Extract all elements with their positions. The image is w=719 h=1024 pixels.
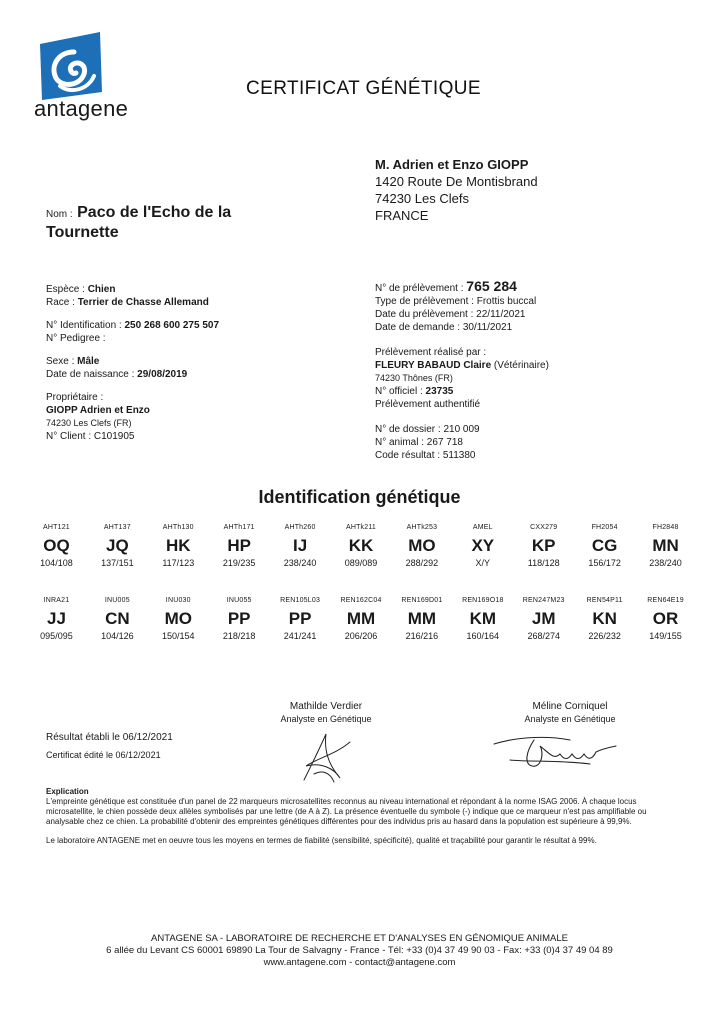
demande-date: Date de demande : 30/11/2021 (375, 322, 513, 333)
marker-alleles: HP (227, 536, 251, 555)
marker-code: REN169O18 (462, 597, 504, 604)
explanation-heading: Explication (46, 787, 89, 796)
marker-alleles: MM (346, 609, 376, 628)
footer-line3: www.antagene.com - contact@antagene.com (263, 957, 456, 968)
marker-sizes: 137/151 (101, 558, 134, 568)
marker-sizes: 104/108 (40, 558, 73, 568)
prelevement-label: N° de prélèvement : (375, 283, 464, 294)
marker-code: AHT121 (43, 524, 70, 531)
marker-cell (513, 597, 574, 641)
marker-code: AHT137 (103, 524, 131, 531)
marker-alleles: KK (348, 536, 374, 555)
signatory-left-name: Mathilde Verdier (289, 701, 363, 712)
marker-code: REN105L03 (280, 597, 321, 604)
marker-sizes: 219/235 (222, 558, 256, 568)
marker-cell (452, 524, 513, 568)
page-title: CERTIFICAT GÉNÉTIQUE (246, 78, 481, 99)
animal-number: N° animal : 267 718 (375, 437, 463, 448)
marker-sizes: 241/241 (283, 631, 317, 641)
marker-code: AHTk253 (406, 524, 438, 531)
marker-cell (209, 597, 270, 641)
marker-cell (87, 524, 148, 568)
footer (0, 933, 719, 969)
marker-code: INRA21 (43, 597, 70, 604)
signatory-right-name: Méline Corniquel (532, 701, 608, 712)
marker-alleles: MO (408, 536, 436, 555)
marker-alleles: MM (407, 609, 437, 628)
marker-alleles: KN (592, 609, 617, 628)
marker-cell (331, 597, 392, 641)
marker-code: INU055 (226, 597, 252, 604)
animal-name: Paco de l'Echo de la Tournette (46, 204, 232, 241)
marker-alleles: OR (652, 609, 679, 628)
marker-sizes: 118/128 (527, 558, 560, 568)
marker-sizes: 117/123 (162, 558, 195, 568)
marker-sizes: 149/155 (649, 631, 682, 641)
marker-alleles: IJ (292, 536, 308, 555)
resultat-etabli: Résultat établi le 06/12/2021 (46, 732, 173, 743)
marker-alleles: MO (164, 609, 192, 628)
marker-cell (391, 597, 452, 641)
explanation (46, 787, 686, 846)
animal-info (46, 283, 366, 443)
naissance-label: Date de naissance : (46, 369, 135, 380)
handwritten-signature-left-icon (296, 728, 356, 786)
marker-code: AMEL (472, 524, 493, 531)
marker-code: AHTk211 (345, 524, 377, 531)
marker-sizes: 160/164 (466, 631, 500, 641)
marker-sizes: 216/216 (405, 631, 439, 641)
pedigree-label: N° Pedigree : (46, 333, 106, 344)
marker-cell (270, 524, 331, 568)
marker-alleles: JM (531, 609, 556, 628)
logo-wordmark: antagene (34, 96, 129, 121)
marker-cell (148, 597, 209, 641)
marker-cell (26, 524, 87, 568)
espece-value: Chien (87, 284, 116, 295)
signature-left (256, 701, 396, 725)
certificat-edite: Certificat édité le 06/12/2021 (46, 750, 161, 760)
marker-alleles: CN (105, 609, 130, 628)
marker-code: INU030 (165, 597, 191, 604)
markers-row-2 (26, 597, 696, 641)
marker-alleles: HK (165, 536, 191, 555)
marker-cell (209, 524, 270, 568)
signatory-right-role: Analyste en Génétique (524, 714, 616, 724)
marker-cell (148, 524, 209, 568)
realise-par-label: Prélèvement réalisé par : (375, 347, 487, 358)
marker-code: AHTh260 (284, 524, 316, 531)
marker-code: REN162C04 (340, 597, 382, 604)
proprietaire-name: GIOPP Adrien et Enzo (46, 405, 150, 416)
vet-name: FLEURY BABAUD Claire (375, 360, 492, 371)
marker-alleles: OQ (43, 536, 70, 555)
marker-sizes: 288/292 (405, 558, 439, 568)
race-label: Race : (46, 297, 75, 308)
animal-name-block (46, 203, 296, 243)
marker-cell (635, 524, 696, 568)
handwritten-signature-right-icon (490, 730, 620, 774)
marker-code: AHTh171 (223, 524, 255, 531)
id-label: N° Identification : (46, 320, 122, 331)
marker-cell (331, 524, 392, 568)
sexe-label: Sexe : (46, 356, 75, 367)
race-value: Terrier de Chasse Allemand (77, 297, 209, 308)
marker-cell (391, 524, 452, 568)
marker-cell (270, 597, 331, 641)
officiel-value: 23735 (425, 386, 454, 397)
prelevement-type: Type de prélèvement : Frottis buccal (375, 296, 537, 307)
marker-cell (574, 597, 635, 641)
marker-sizes: 218/218 (222, 631, 256, 641)
marker-code: FH2054 (591, 524, 618, 531)
id-value: 250 268 600 275 507 (124, 320, 220, 331)
marker-cell (87, 597, 148, 641)
proprietaire-city: 74230 Les Clefs (FR) (46, 418, 132, 428)
espece-label: Espèce : (46, 284, 85, 295)
marker-code: REN247M23 (522, 597, 565, 604)
code-resultat: Code résultat : 511380 (375, 450, 476, 461)
marker-alleles: CG (591, 536, 618, 555)
name-label: Nom : (46, 209, 73, 220)
vet-city: 74230 Thônes (FR) (375, 373, 453, 383)
owner-line1: 1420 Route De Montisbrand (375, 174, 538, 189)
marker-alleles: KM (469, 609, 497, 628)
marker-code: REN64E19 (647, 597, 684, 604)
sexe-value: Mâle (77, 356, 100, 367)
vet-role: (Vétérinaire) (493, 360, 549, 371)
marker-alleles: KP (531, 536, 556, 555)
client-number: N° Client : C101905 (46, 431, 135, 442)
marker-sizes: 238/240 (283, 558, 317, 568)
marker-code: REN169D01 (401, 597, 443, 604)
marker-code: AHTh130 (162, 524, 194, 531)
marker-sizes: 150/154 (161, 631, 195, 641)
sample-info (375, 280, 695, 462)
footer-line1: ANTAGENE SA - LABORATOIRE DE RECHERCHE ET D'ANALYSES EN GÉNOMIQUE ANIMALE (151, 933, 568, 944)
proprietaire-label: Propriétaire : (46, 392, 104, 403)
officiel-label: N° officiel : (375, 386, 423, 397)
prelevement-value: 765 284 (466, 278, 517, 294)
marker-sizes: 226/232 (588, 631, 621, 641)
marker-cell (635, 597, 696, 641)
explanation-text-2: Le laboratoire ANTAGENE met en oeuvre tous les moyens en termes de fiabilité (sensibilité, spécificité), qualité et traçabilité pour garantir le résultat à 99%. (46, 836, 597, 845)
marker-cell (513, 524, 574, 568)
owner-name: M. Adrien et Enzo GIOPP (375, 157, 529, 172)
marker-sizes: 238/240 (649, 558, 682, 568)
marker-sizes: 156/172 (588, 558, 621, 568)
marker-cell (574, 524, 635, 568)
signatory-left-role: Analyste en Génétique (280, 714, 372, 724)
marker-cell (452, 597, 513, 641)
marker-alleles: JQ (106, 536, 129, 555)
dossier-number: N° de dossier : 210 009 (375, 424, 480, 435)
marker-code: REN54P11 (586, 597, 623, 604)
marker-sizes: 089/089 (344, 558, 378, 568)
marker-sizes: 104/126 (101, 631, 134, 641)
marker-sizes: 268/274 (527, 631, 560, 641)
prelevement-date: Date du prélèvement : 22/11/2021 (375, 309, 526, 320)
section-title: Identification génétique (258, 487, 461, 507)
footer-line2: 6 allée du Levant CS 60001 69890 La Tour de Salvagny - France - Tél: +33 (0)4 37 49 90 03 - Fax: +33 (0)4 37 49 04 89 (106, 945, 613, 956)
marker-sizes: X/Y (475, 558, 491, 568)
marker-sizes: 095/095 (40, 631, 73, 641)
marker-code: CXX279 (530, 524, 558, 531)
marker-sizes: 206/206 (344, 631, 378, 641)
owner-line2: 74230 Les Clefs (375, 191, 469, 206)
naissance-value: 29/08/2019 (137, 369, 188, 380)
owner-address (375, 156, 538, 224)
markers-row-1 (26, 524, 696, 568)
marker-code: FH2848 (652, 524, 679, 531)
marker-code: INU005 (104, 597, 130, 604)
marker-alleles: MN (652, 536, 679, 555)
marker-cell (26, 597, 87, 641)
authentique-note: Prélèvement authentifié (375, 399, 481, 410)
explanation-text: L'empreinte génétique est constituée d'un panel de 22 marqueurs microsatellites reconnus au niveau international et répondant à la norme ISAG 2006. À chaque locus microsatellite, le chien possède deux allèles symbolisés par une lettre (de A à Z). La présence éventuelle du symbole (-) indique que ce marqueur n'est pas amplifiable ou analysable chez ce chien. La probabilité d'obtenir des empreintes génétiques différentes pour des individus pris au hasard dans la population est supérieure à 99,9%. (46, 797, 647, 826)
owner-line3: FRANCE (375, 208, 429, 223)
marker-alleles: XY (471, 536, 495, 555)
marker-alleles: PP (227, 609, 251, 628)
marker-alleles: JJ (46, 609, 66, 628)
marker-alleles: PP (288, 609, 312, 628)
signature-right (500, 701, 640, 725)
